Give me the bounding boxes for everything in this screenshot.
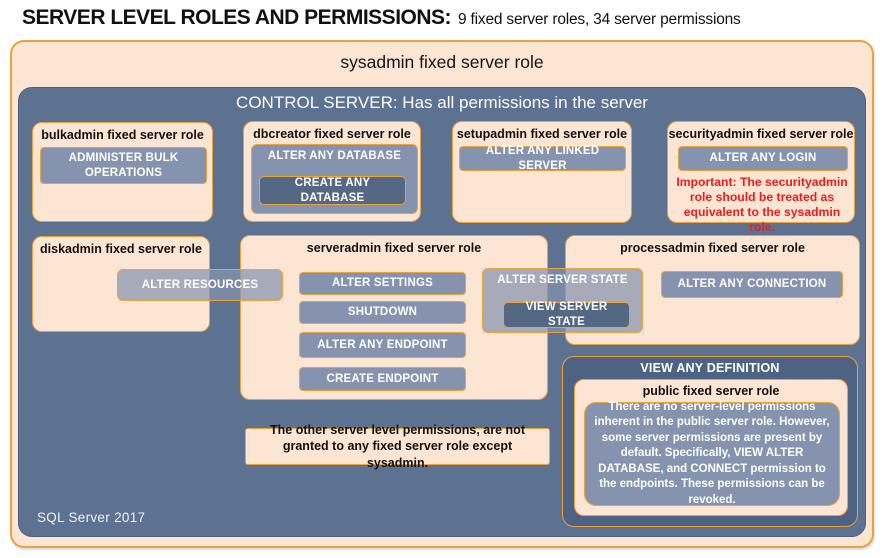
sysadmin-role-label: sysadmin fixed server role [340,52,544,72]
permission-create-endpoint: CREATE ENDPOINT [299,367,466,391]
permission-alter-any-database-label: ALTER ANY DATABASE [267,150,402,162]
permission-alter-any-login: ALTER ANY LOGIN [678,146,848,171]
dbcreator-role-box [243,121,421,222]
other-permissions-note: The other server level permissions, are not granted to any fixed server role except sysadmin. [245,428,550,465]
processadmin-role-title: processadmin fixed server role [620,241,805,255]
dbcreator-role-title: dbcreator fixed server role [253,127,411,141]
page-title [22,6,862,36]
permission-alter-server-state-label: ALTER SERVER STATE [497,274,628,286]
sql-server-version-label: SQL Server 2017 [37,510,146,525]
setupadmin-role-box [452,121,632,223]
securityadmin-warning-text: Important: The securityadmin role should be treated as equivalent to the sysadmin role. [676,175,848,234]
permission-alter-resources: ALTER RESOURCES [117,269,283,301]
permission-view-server-state: VIEW SERVER STATE [503,302,630,328]
diskadmin-role-title: diskadmin fixed server role [40,242,202,256]
public-role-title: public fixed server role [642,384,780,398]
view-any-definition-box [562,356,858,527]
page-title-sub: 9 fixed server roles, 34 server permissions [458,11,741,28]
permission-alter-any-endpoint: ALTER ANY ENDPOINT [299,332,466,358]
permission-create-any-database: CREATE ANY DATABASE [259,176,406,205]
permission-shutdown: SHUTDOWN [299,301,466,324]
public-role-description: There are no server-level permissions inherent in the public server role. However, some server permissions are present by default. Specifically, VIEW ALTER DATABASE, and CONNECT permission to the endpoints. These permissions can be revoked. [584,402,840,506]
securityadmin-role-box [667,121,855,234]
serveradmin-role-title: serveradmin fixed server role [306,241,482,255]
permission-view-any-definition-label: VIEW ANY DEFINITION [640,361,780,375]
setupadmin-role-title: setupadmin fixed server role [456,127,628,141]
securityadmin-role-title: securityadmin fixed server role [668,127,854,141]
permission-alter-any-linked-server: ALTER ANY LINKED SERVER [459,146,626,171]
permission-alter-any-connection: ALTER ANY CONNECTION [661,271,843,298]
permission-administer-bulk-operations: ADMINISTER BULK OPERATIONS [40,147,207,184]
page-title-main: SERVER LEVEL ROLES AND PERMISSIONS: [22,6,452,29]
public-role-box [574,379,848,516]
bulkadmin-role-box [32,122,213,222]
bulkadmin-role-title: bulkadmin fixed server role [41,128,204,142]
control-server-label: CONTROL SERVER: Has all permissions in the server [236,93,648,112]
permission-alter-settings: ALTER SETTINGS [299,272,466,295]
